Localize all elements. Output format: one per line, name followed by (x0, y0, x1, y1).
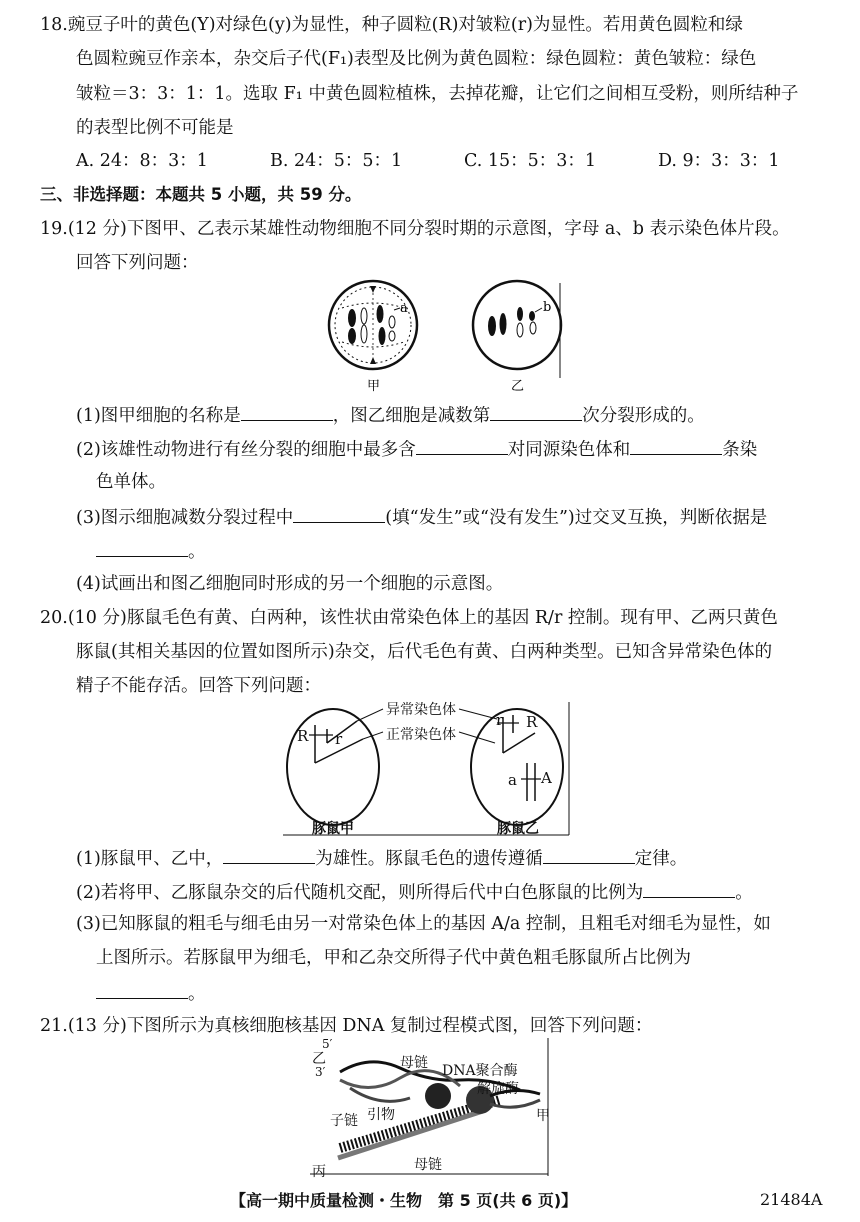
cell-yi (473, 281, 561, 378)
answer-blank[interactable] (293, 508, 385, 523)
label-daughter-strand: 子链 (330, 1113, 358, 1129)
q19-sub3-cont: 。 (96, 542, 206, 562)
q18-line3: 皱粒＝3：3：1：1。选取 F₁ 中黄色圆粒植株，去掉花瓣，让它们之间相互受粉，则所结种子 (76, 84, 799, 104)
answer-blank[interactable] (96, 984, 188, 999)
label-parent-strand-top: 母链 (400, 1055, 428, 1071)
q21-line1: 21.(13 分)下图所示为真核细胞核基因 DNA 复制过程模式图，回答下列问题： (40, 1016, 653, 1036)
label-3prime: 3′ (315, 1065, 326, 1079)
q19-line1: 19.(12 分)下图甲、乙表示某雄性动物细胞不同分裂时期的示意图，字母 a、b 表示染色体片段。 (40, 219, 790, 239)
label-a: a (400, 301, 408, 316)
gene-a-yi: a (508, 771, 517, 789)
caption-guinea-pig-jia: 豚鼠甲 (312, 821, 354, 837)
page-footer-title: 【高一期中质量检测・生物 第 5 页(共 6 页)】 (230, 1191, 578, 1210)
q18-line1: 18.豌豆子叶的黄色(Y)对绿色(y)为显性，种子圆粒(R)对皱粒(r)为显性。若用黄色圆粒和绿 (40, 15, 743, 35)
answer-blank[interactable] (241, 406, 333, 421)
label-5prime: 5′ (322, 1037, 333, 1051)
label-b: b (543, 300, 552, 315)
caption-guinea-pig-yi: 豚鼠乙 (497, 821, 539, 837)
q20-sub2: (2)若将甲、乙豚鼠杂交的后代随机交配，则所得后代中白色豚鼠的比例为 。 (76, 883, 753, 903)
label-yi: 乙 (312, 1051, 326, 1067)
label-primer: 引物 (367, 1107, 395, 1123)
q18-line4: 的表型比例不可能是 (76, 118, 234, 138)
q20-line3: 精子不能存活。回答下列问题： (76, 676, 321, 696)
label-parent-strand-bottom: 母链 (414, 1157, 442, 1173)
caption-jia: 甲 (367, 379, 381, 394)
gene-R-jia: R (297, 727, 309, 745)
q18-option-d: D. 9：3：3：1 (658, 151, 780, 171)
q20-sub1: (1)豚鼠甲、乙中， 为雄性。豚鼠毛色的遗传遵循 定律。 (76, 849, 688, 869)
cell-division-figure (320, 278, 570, 396)
q19-line2: 回答下列问题： (76, 253, 199, 273)
q18-option-b: B. 24：5：5：1 (270, 151, 403, 171)
answer-blank[interactable] (223, 849, 315, 864)
q19-figure (320, 278, 570, 396)
label-abnormal-chromosome: 异常染色体 (386, 702, 456, 718)
answer-blank[interactable] (543, 849, 635, 864)
gene-r-jia: r (335, 730, 343, 748)
answer-blank[interactable] (96, 542, 188, 557)
label-normal-chromosome: 正常染色体 (386, 727, 456, 743)
label-helicase: 解旋酶 (477, 1081, 519, 1097)
caption-yi: 乙 (511, 379, 525, 394)
q20-sub3-line1: (3)已知豚鼠的粗毛与细毛由另一对常染色体上的基因 A/a 控制，且粗毛对细毛为显性，如 (76, 914, 771, 934)
q18-option-a: A. 24：8：3：1 (76, 151, 208, 171)
q19-sub4: (4)试画出和图乙细胞同时形成的另一个细胞的示意图。 (76, 574, 504, 594)
answer-blank[interactable] (416, 440, 508, 455)
q20-line2: 豚鼠(其相关基因的位置如图所示)杂交，后代毛色有黄、白两种类型。已知含异常染色体的 (76, 642, 773, 662)
gene-R-yi: R (526, 713, 538, 731)
label-bing: 丙 (312, 1164, 326, 1180)
q18-option-c: C. 15：5：3：1 (464, 151, 597, 171)
q19-sub2-cont: 色单体。 (96, 472, 166, 492)
q19-sub2: (2)该雄性动物进行有丝分裂的细胞中最多含 对同源染色体和 条染 (76, 440, 758, 460)
q20-line1: 20.(10 分)豚鼠毛色有黄、白两种，该性状由常染色体上的基因 R/r 控制。现有甲、乙两只黄色 (40, 608, 778, 628)
gene-A-yi: A (541, 769, 552, 787)
q20-sub3-line2: 上图所示。若豚鼠甲为细毛，甲和乙杂交所得子代中黄色粗毛豚鼠所占比例为 (96, 948, 691, 968)
q18-line2: 色圆粒豌豆作亲本，杂交后子代(F₁)表型及比例为黄色圆粒：绿色圆粒：黄色皱粒：绿色 (76, 49, 757, 69)
q19-sub1: (1)图甲细胞的名称是 ，图乙细胞是减数第 次分裂形成的。 (76, 406, 705, 426)
q19-sub3: (3)图示细胞减数分裂过程中 (填“发生”或“没有发生”)过交叉互换，判断依据是 (76, 508, 768, 528)
label-dna-polymerase: DNA聚合酶 (442, 1063, 518, 1079)
answer-blank[interactable] (630, 440, 722, 455)
gene-r-yi: r (496, 711, 504, 729)
cell-jia (329, 281, 417, 369)
section-heading: 三、非选择题：本题共 5 小题，共 59 分。 (40, 185, 362, 204)
label-jia: 甲 (536, 1108, 550, 1124)
page-footer-code: 21484A (760, 1190, 823, 1209)
answer-blank[interactable] (490, 406, 582, 421)
answer-blank[interactable] (643, 883, 735, 898)
q20-sub3-cont: 。 (96, 984, 206, 1004)
